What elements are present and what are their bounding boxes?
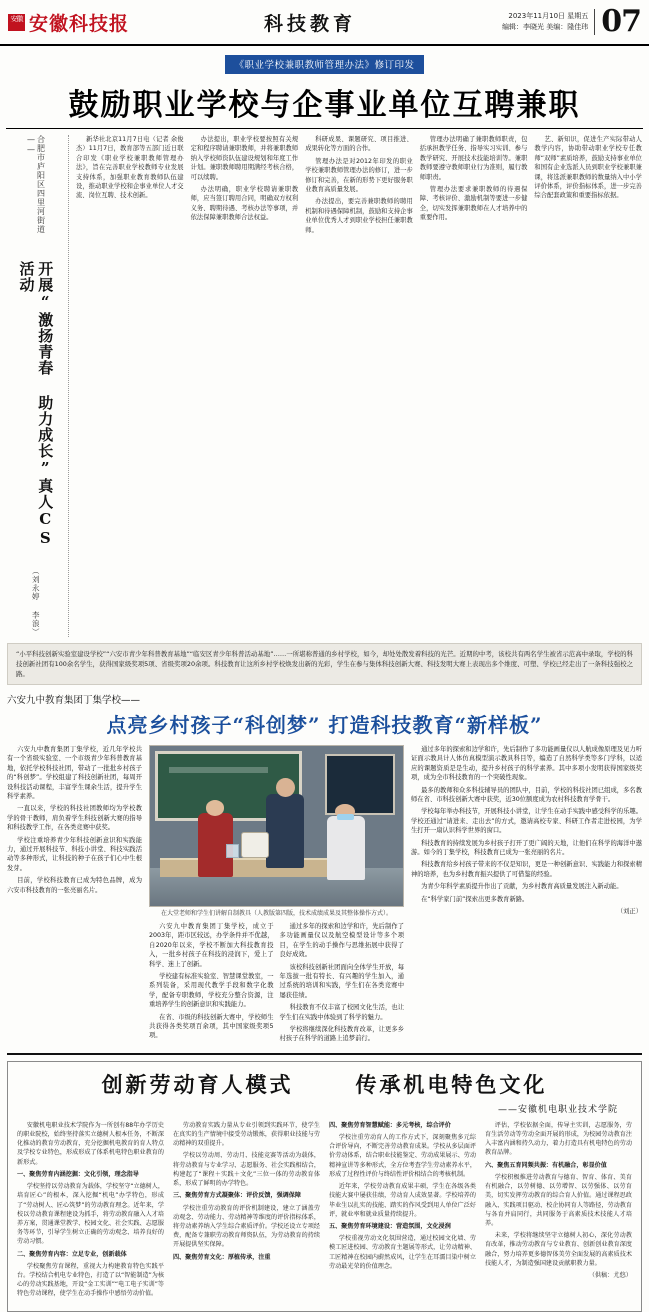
paragraph: 办法提出，职业学校要按照有关规定和程序聘请兼职教师，并将兼职教师纳入学校师资队伍建设规划和年度工作计划。兼职教师聘用期满经考核合格，可以续聘。	[190, 136, 299, 181]
subheading: 二、聚焦劳育内容：立足专业，创新载体	[17, 1250, 127, 1258]
lead-body	[76, 135, 642, 637]
side-article	[7, 135, 69, 637]
lead-col-1	[76, 135, 184, 637]
side-article-title: 开展“激扬青春 助力成长”真人CS活动	[17, 261, 55, 548]
paragraph: 办法提出，要完善兼职教师的聘用机制和待遇保障机制，鼓励和支持企事业单位优秀人才到职业学校担任兼职教师。	[305, 198, 413, 234]
masthead-meta	[502, 4, 641, 39]
subheading: 三、聚焦劳育方式凝聚体：评价反馈，强调保障	[173, 1192, 301, 1200]
paragraph: 通过多年的探索和边学和许，先后制作了多功能画量仪以人航成像原理及见力听证面示教具计人体仿真模型演示教具科目等，编造了自然科学类等多门学科，以适应的课题资质是是生动，提升乡村孩子的科学素养。其中多项小发明获得国家级奖项，成为全市科技教育的一个突破性现象。	[411, 746, 642, 782]
paragraph: 学校将继续深化科技教育改革，让更多乡村孩子在科学的道路上追梦前行。	[279, 1026, 404, 1043]
paragraph: 近年来，学校劳动教育成果丰硕，学生在各级各类技能大赛中屡获佳绩，劳动育人成效显著。学校培养的毕业生以扎实的技能、踏实的作风受到用人单位广泛好评，就业率和就业质量持续提升。	[329, 1183, 476, 1218]
bottom-title-right: 传承机电特色文化	[355, 1071, 548, 1097]
feature-photo-block	[149, 745, 404, 1047]
paragraph: 学校积极推进劳动教育与德育、智育、体育、美育有机融合，以劳树德、以劳增智、以劳强体、以劳育美，切实发挥劳动教育的综合育人价值。通过课程思政融入、实践项目驱动、校企协同育人等路径，劳动教育与各育并肩同行，共同服务于高素质技术技能人才培养。	[485, 1173, 632, 1227]
bottom-col-3	[329, 1121, 476, 1302]
lead-col-5	[534, 135, 642, 637]
paragraph: 安徽机电职业技术学院作为一所创有88年办学历史的职业院校，始终坚持落实立德树人根本任务，不断深化推动的教育劳动教育，充分挖掘机电教育的育人特点及学校专业特色，形成形成了体系机电特色职业教育的新形式。	[17, 1121, 164, 1166]
bottom-supply-credit: （供稿：尤悠）	[588, 1271, 632, 1279]
paragraph: 科研成果、课题研究、项目推进、成果转化等方面的合作。	[305, 136, 413, 153]
paragraph: 劳动教育实践力量从专业引领到实践环节，使学生在真实的生产情境中接受劳动锻炼，获得职业技能与劳动精神的双重提升。	[173, 1121, 320, 1148]
paragraph: 科技教育给乡村孩子带来的不仅是知识，更是一种创新意识、实践能力和探索精神的培养，也为乡村教育振兴提供了可借鉴的经验。	[411, 861, 642, 878]
paragraph: 在“科学家门前”探索出更多教育新路。	[421, 895, 529, 903]
subheading: 六、聚焦五育同频共振：有机融合，彰显价值	[485, 1161, 607, 1169]
feature-article	[7, 692, 642, 1055]
paragraph: 评估，学校依据全面，传导主实训，志愿服务，劳育生活劳动等劳动全面开展的形成，为校园劳动教育注入丰富内涵和持久动力，着力打造具有机电特色的劳动教育品牌。	[485, 1121, 632, 1157]
paragraph: 目前，学校科技教育已成为特色品牌，成为六安市科技教育的一张亮丽名片。	[7, 877, 142, 894]
paragraph: 该校科技创新社团面向全体学生开放，每年选拔一批有特长、有兴趣的学生加入，通过系统的培训和实践，学生们在各类竞赛中屡获佳绩。	[279, 963, 404, 999]
paper-name: 安徽科技报	[29, 12, 130, 35]
paragraph: 学校注重培养青少年科技创新意识和实践能力，通过开展科技节、科技小讲堂、科技实践活动等多种形式，让科技的种子在孩子们心中生根发芽。	[7, 836, 142, 872]
lead-col-3	[305, 135, 413, 637]
headline-rule	[6, 128, 643, 129]
subheading: 四、聚焦劳育文化：厚植传承，注重	[173, 1253, 271, 1261]
bottom-subtitle: ——安徽机电职业技术学院	[497, 1104, 618, 1115]
paragraph: 科技教育不仅丰富了校园文化生活，也让学生们在实践中体验到了科学的魅力。	[279, 1004, 404, 1021]
photo-glassware	[226, 844, 239, 858]
side-article-byline: （刘永婷 李浪）	[31, 567, 41, 637]
subheading: 一、聚焦劳育内涵挖掘：文化引领，理念指导	[17, 1170, 139, 1178]
feature-title: 点亮乡村孩子“科创梦” 打造科技教育“新样板”	[106, 713, 543, 737]
lead-kicker: 《职业学校兼职教师管理办法》修订印发	[225, 55, 423, 74]
publish-date: 2023年11月10日 星期五	[508, 12, 589, 20]
paragraph: 管理办法是对2012年印发的职业学校兼职教师管理办法的修订，进一步修订和完善，在新的形势下更好服务职业教育高质量发展。	[305, 157, 413, 194]
feature-mid-col-2	[280, 922, 405, 1047]
paragraph: 学校注重劳动教育的评价机制建设，建立了涵盖劳动观念、劳动能力、劳动精神等维度的评价指标体系，将劳动素养纳入学生综合素质评价。学校还设立专项经费，配备专兼职劳动教育师资队伍，为劳动教育的持续开展提供坚实保障。	[173, 1204, 320, 1249]
paragraph: 科技教育的持续发展为乡村孩子打开了更广阔的天地，让他们在科学的海洋中遨游。如今的丁集学校，科技教育已成为一张亮丽的名片。	[411, 839, 642, 857]
paragraph: 学校坚持以劳动教育为载体，学校坚守“立德树人，培育匠心”的根本，深入挖掘“机电”办学特色，形成了“劳动树人、匠心筑梦”的劳动教育理念。近年来，学校以劳动教育课程建设为抓手，将劳动教育融入人才培养方案，贯通课堂教学、校园文化、社会实践、志愿服务等环节，引导学生树立正确的劳动观念、培养良好的劳动习惯。	[17, 1183, 164, 1246]
subheading: 四、聚焦劳育智慧赋能：多元考核，综合评价	[329, 1121, 451, 1129]
paragraph: 为青少年科学素质提升作出了贡献，为乡村教育高质量发展注入新动能。	[421, 883, 623, 891]
subheading: 五、聚焦劳育环境建设：营造氛围，文化浸润	[329, 1222, 451, 1230]
photo-teacher	[266, 794, 304, 868]
lead-headline: 鼓励职业学校与企事业单位互聘兼职	[68, 88, 581, 123]
paragraph: 新华社北京11月7日电（记者 余俊杰）11月7日，教育部等五部门近日联合印发《职业学校兼职教师管理办法》，旨在完善职业学校教师专业发展支持体系，加强职业教育教师队伍建设，推动职业学校和企事业单位人才交流、岗位互聘、技术创新。	[76, 136, 184, 200]
paragraph: 六安九中教育集团丁集学校，近几年学校共有一个省级实验室、一个市级青少年科普教育基地，依托学校科技社团，带动了一批批乡村孩子的“科创梦”。学校组建了科技创新社团，每周开设科技活动课程，丰富学生课余生活，提升学生科学素养。	[7, 746, 142, 801]
photo-caption: 在大堂老师和学生们讲解自制教具（人教版第四版，技术成绩成果及其整体操作方式）。	[160, 910, 392, 917]
paragraph: 学校每年举办科技节，开展科技小讲堂，让学生在动手实践中感受科学的乐趣。学校还通过“请进来、走出去”的方式，邀请高校专家、科研工作者走进校园，为学生打开一扇认识科学世界的窗口。	[411, 808, 642, 835]
photo-student-masked	[327, 816, 365, 880]
bottom-col-4	[485, 1121, 632, 1302]
paragraph: 办法明确，职业学校聘请兼职教师，应当签订聘用合同，明确双方权利义务、聘期待遇、考核办法等事项，并依法保障兼职教师合法权益。	[190, 186, 299, 222]
section-title: 科技教育	[264, 12, 357, 35]
paragraph: 学校注重劳动育人的工作方式下，深刻聚焦多元综合评价导向，不断完善劳动教育成果。学校从多层面评价劳动体系，结合职业技能鉴定、劳动成果展示、劳动精神宣讲等多种形式，全方位考查学生劳动素养水平，形成了过程性评价与终结性评价相结合的考核机制。	[329, 1134, 476, 1178]
paragraph: 学校以劳动周、劳动月、技能竞赛等活动为载体，将劳动教育与专业学习、志愿服务、社会实践相结合，构建起了“课程＋实践＋文化”三位一体的劳动教育体系，形成了鲜明的办学特色。	[173, 1152, 320, 1188]
lead-col-2	[191, 135, 299, 637]
page-number: 07	[601, 4, 641, 39]
feature-col-left	[7, 745, 142, 1047]
paragraph: 学校重视劳动文化氛围营造，通过校园文化墙、劳模工匠进校园、劳动教育主题展等形式，让劳动精神、工匠精神在校园内蔚然成风，让学生在耳濡目染中树立劳动最光荣的价值理念。	[329, 1235, 476, 1270]
feature-signature: （刘正）	[616, 908, 642, 916]
paragraph: 一直以来，学校的科技社团教师均为学校教学的骨干教师，肩负着学生科技创新大赛的指导和科技教学工作，在各类竞赛中获奖。	[7, 805, 142, 832]
bottom-title	[17, 1069, 632, 1099]
editor-credit: 编辑：李晓光 美编：隆佳玮	[502, 23, 589, 31]
paragraph: 艺、新知识，促进生产实际带动人教学内容，协助带动职业学校专任教师“双师”素质培养，鼓励支持事业单位和国有企业选派人员到职业学校兼职兼课，将选派兼职教师的数量纳入中小学评价体系，评价指标体系，进一步完善综合配套政策和重要指标依据。	[534, 136, 642, 200]
kicker-wrap	[0, 53, 649, 74]
divider	[594, 9, 595, 35]
lead-article	[0, 135, 649, 637]
seal-icon: 安徽	[8, 14, 25, 31]
paragraph: 未来，学校将继续坚守立德树人初心，深化劳动教育改革，推动劳动教育与专业教育、创新创业教育深度融合，努力培养更多德智体美劳全面发展的高素质技术技能人才，为制造强国建设贡献职教力量。	[485, 1232, 632, 1267]
bottom-col-2	[173, 1121, 320, 1302]
feature-mid-col-1	[149, 922, 274, 1047]
photo-apparatus	[241, 832, 269, 858]
photo-screen	[325, 754, 396, 815]
paragraph: 学校建有标准实验室、智慧课堂教室，一系列装备，采用现代教学手段和数字化教学，配备专职教师，学校充分整合资源，注重培养学生的创新意识和实践能力。	[149, 973, 274, 1009]
bottom-col-1	[17, 1121, 164, 1302]
paragraph: 学校聚焦劳育课程，重视大力构建教育特色实践平台。学校结合机电专业特色，打造了以“智能制造”为核心的劳动实践基地，开设“金工实训”“电工电子实训”等特色劳动课程，使学生在动手操作中感悟劳动价值。	[17, 1262, 164, 1298]
paper-logo	[8, 9, 158, 36]
paragraph: 在省、市级的科技创新大赛中，学校师生共获得各类奖项百余项，其中国家级奖项5项。	[149, 1013, 274, 1040]
side-article-dateline: 合肥市庐阳区四里河街道——	[26, 135, 46, 234]
paragraph: 六安九中教育集团丁集学校，成立于2003年，距市区较远，办学条件并不优越，自2020年以来，学校不断加大科技教育投入，一批乡村孩子在科技的浸润下，爱上了科学、迷上了创新。	[149, 923, 274, 968]
paragraph: 管理办法要求兼职教师的待遇保障、考核评价、激励机制等要进一步健全，切实发挥兼职教师在人才培养中的重要作用。	[419, 186, 528, 222]
masthead	[0, 0, 649, 46]
feature-dateline: 六安九中教育集团丁集学校——	[7, 695, 141, 706]
paragraph: 管理办法明确了兼职教师职责，包括承担教学任务、指导实习实训、参与教学研究、开展技术技能培训等。兼职教师要遵守教师职业行为准则，履行教师职责。	[419, 136, 528, 181]
photo-desk	[160, 858, 347, 877]
feature-col-right	[411, 745, 642, 1047]
paragraph: 通过多年的探索和边学和许，先后制作了多功能画量仪以及航空模型设计等多个项目，在学生的动手操作与思维拓展中获得了良好成效。	[279, 923, 404, 959]
pull-quote-box: “小平科技创新实验室建设学校”“六安市青少年科普教育基地”“临安区青少年科普活动基地”……一所堪称普通的乡村学校，如今，却处处散发着科技的光芒。近期的中考，该校共有两名学生被省示范高中录取，学校的科技创新社团有100余名学生，获得国家级奖项5项、省级奖项20余项。科技教育让这所乡村学校焕发出新的光彩，学生在参与集体科技创新大赛、科技发明大赛上表现出多个维度、可塑、学校已经走出了一条科技强校之路。	[7, 643, 642, 685]
bottom-article	[7, 1061, 642, 1312]
bottom-title-left: 创新劳动育人模式	[101, 1071, 294, 1097]
classroom-photo	[149, 745, 404, 907]
paragraph: 最多的教师和众多科技辅导员的团队中，目前，学校的科技社团已组成，多名教师在省、市科技创新大赛中获奖，近30位额度成为农村科技教育学骨干。	[411, 786, 642, 804]
lead-col-4	[420, 135, 528, 637]
